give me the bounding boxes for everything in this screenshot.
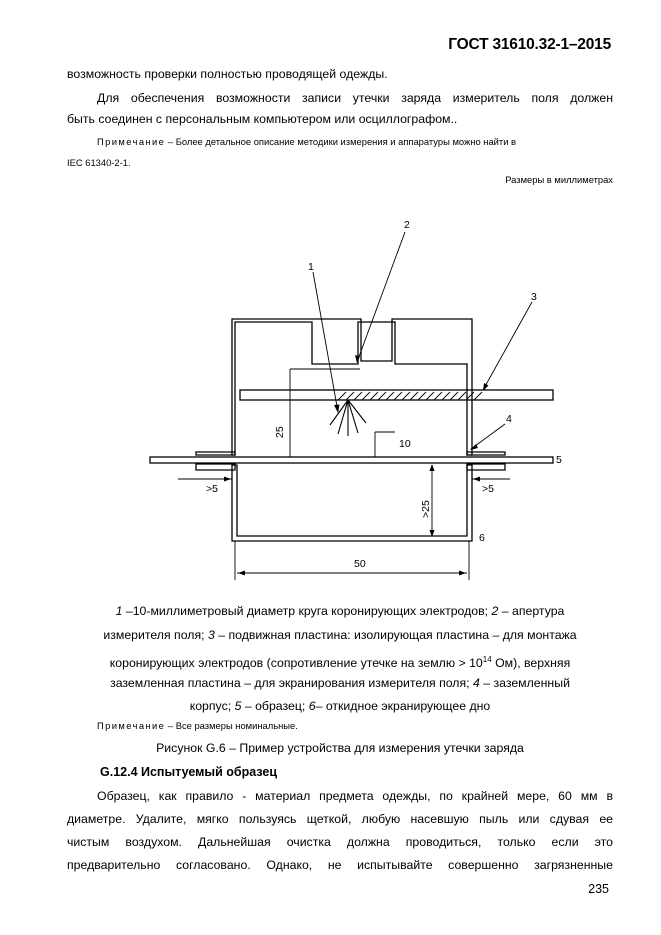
- callout-4: 4: [506, 413, 512, 425]
- upper-housing: [232, 319, 472, 455]
- legend-line: 1 –10-миллиметровый диаметр круга коронирующих электродов; 2 – апертура: [115, 604, 565, 618]
- body-line: диаметре. Удалите, мягко пользуясь щеткой, любую насевшую пыль или сдувая ее: [67, 812, 613, 826]
- continued-line: возможность проверки полностью проводящей одежды.: [67, 67, 388, 81]
- leader-3: [483, 302, 532, 390]
- callout-3: 3: [531, 291, 537, 303]
- page-number: 235: [588, 882, 609, 896]
- leader-2: [357, 232, 405, 362]
- note-label: Примечание: [97, 136, 166, 147]
- movable-plate: [240, 390, 553, 400]
- section-heading: G.12.4 Испытуемый образец: [100, 765, 278, 779]
- sample-strip: [150, 457, 553, 463]
- note2: [97, 720, 298, 731]
- paragraph-line: быть соединен с персональным компьютером или осциллографом..: [67, 112, 458, 126]
- arrowheads: [224, 355, 489, 576]
- callout-2: 2: [404, 219, 410, 231]
- dim-gt5-left-label: >5: [206, 483, 218, 495]
- paragraph-line: Для обеспечения возможности записи утечки заряда измеритель поля должен: [97, 91, 613, 105]
- body-line: чистым воздухом. Дальнейшая очистка должна проводиться, только если это: [67, 835, 613, 849]
- dimensions-note: Размеры в миллиметрах: [505, 174, 613, 185]
- note-line: IEC 61340-2-1.: [67, 157, 131, 168]
- right-flange: [467, 452, 505, 470]
- left-flange: [196, 452, 235, 470]
- electrode-hatching: [338, 392, 482, 400]
- callout-5: 5: [556, 454, 562, 466]
- leader-1: [313, 272, 338, 412]
- note-text: – Все размеры номинальные.: [165, 720, 298, 731]
- legend-line: измерителя поля; 3 – подвижная пластина: изолирующая пластина – для монтажа: [103, 628, 577, 642]
- callout-1: 1: [308, 261, 314, 273]
- legend-line: коронирующих электродов (сопротивление утечке на землю > $10^{14}$ Ом), верхняя: [109, 655, 571, 671]
- lower-housing: [232, 465, 472, 541]
- page-header-title: ГОСТ 31610.32-1–2015: [448, 36, 611, 53]
- note-label: Примечание: [97, 720, 166, 731]
- body-line: Образец, как правило - материал предмета одежды, по крайней мере, 60 мм в: [97, 789, 613, 803]
- callout-6: 6: [479, 532, 485, 544]
- figure-caption: Рисунок G.6 – Пример устройства для измерения утечки заряда: [156, 741, 524, 755]
- dim-25-label: 25: [274, 426, 286, 438]
- note-text: – Более детальное описание методики измерения и аппаратуры можно найти в: [165, 136, 517, 147]
- dim-50-label: 50: [354, 558, 366, 570]
- legend-line: заземленная пластина – для экранирования измерителя поля; 4 – заземленный: [110, 676, 570, 690]
- dim-gt5-right-label: >5: [482, 483, 494, 495]
- dim-10-label: 10: [399, 438, 411, 450]
- body-line: предварительно согласовано. Однако, не испытывайте совершенно загрязненные: [67, 858, 613, 872]
- dim-gt25-label: >25: [420, 500, 432, 518]
- legend-line: корпус; 5 – образец; 6– откидное экранирующее дно: [189, 699, 491, 713]
